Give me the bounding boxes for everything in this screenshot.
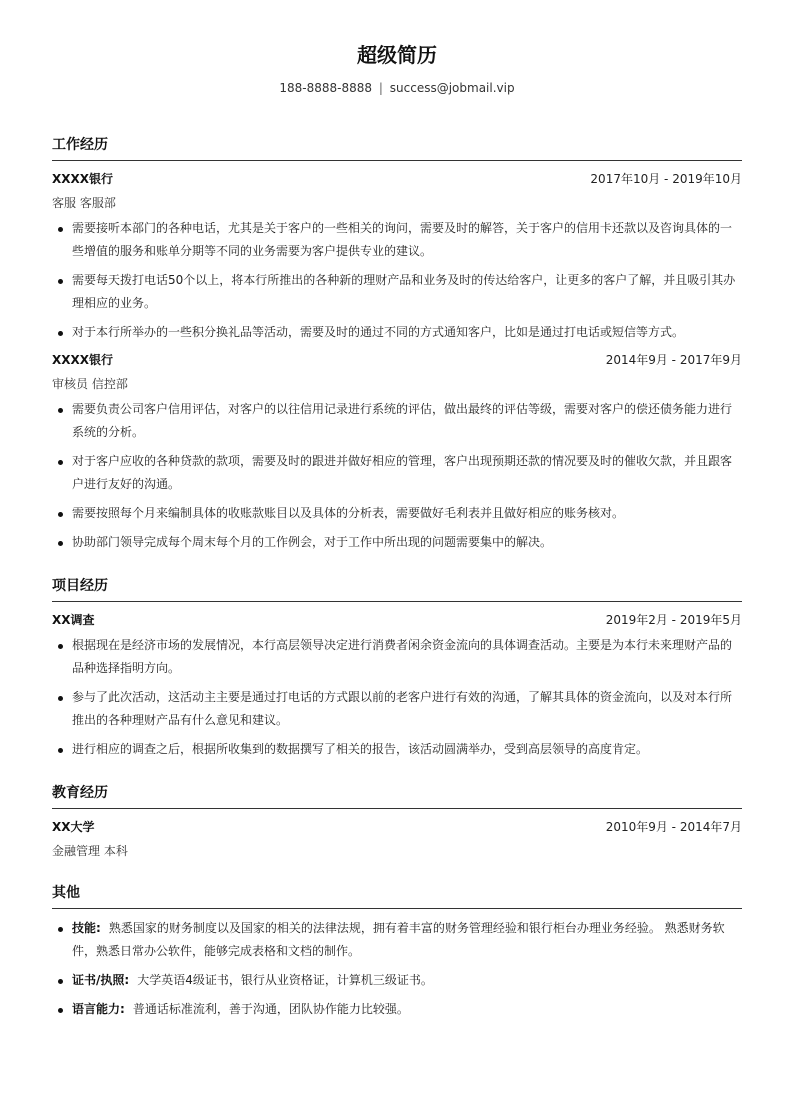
work-entry xyxy=(52,350,742,554)
duty-item: 需要每天拨打电话50个以上，将本行所推出的各种新的理财产品和业务及时的传达给客户，让更多的客户了解，并且吸引其办理相应的业务。 xyxy=(52,269,742,315)
languages-label: 语言能力: xyxy=(72,1002,125,1016)
project-experience-section xyxy=(52,576,742,761)
duty-list xyxy=(52,217,742,344)
work-experience-section xyxy=(52,135,742,554)
section-title-other: 其他 xyxy=(52,883,742,909)
entry-header xyxy=(52,817,742,837)
degree-info: 金融管理 本科 xyxy=(52,844,128,858)
languages-text: 普通话标准流利，善于沟通，团队协作能力比较强。 xyxy=(132,1002,409,1016)
resume-header xyxy=(52,0,742,97)
duty-item: 对于客户应收的各种贷款的款项，需要及时的跟进并做好相应的管理，客户出现预期还款的情况要及时的催收欠款，并且跟客户进行友好的沟通。 xyxy=(52,450,742,496)
job-role: 客服 客服部 xyxy=(52,196,116,210)
email-address: success@jobmail.vip xyxy=(389,81,515,95)
phone-number: 188-8888-8888 xyxy=(279,81,373,95)
other-section xyxy=(52,883,742,1021)
project-detail-list xyxy=(52,634,742,761)
school-name: XX大学 xyxy=(52,820,95,834)
languages-item xyxy=(52,998,742,1021)
education-section xyxy=(52,783,742,861)
certificates-item xyxy=(52,969,742,992)
skills-text: 熟悉国家的财务制度以及国家的相关的法律法规，拥有着丰富的财务管理经验和银行柜台办理业务经验。 熟悉财务软件，熟悉日常办公软件，能够完成表格和文档的制作。 xyxy=(72,921,725,958)
date-range: 2010年9月 - 2014年7月 xyxy=(605,820,742,834)
job-role: 审核员 信控部 xyxy=(52,377,128,391)
certificates-label: 证书/执照: xyxy=(72,973,130,987)
education-entry xyxy=(52,817,742,861)
date-range: 2014年9月 - 2017年9月 xyxy=(605,353,742,367)
employer-name: XXXX银行 xyxy=(52,172,114,186)
duty-list xyxy=(52,398,742,554)
project-detail-item: 参与了此次活动，这活动主主要是通过打电话的方式跟以前的老客户进行有效的沟通，了解其具体的资金流向，以及对本行所推出的各种理财产品有什么意见和建议。 xyxy=(52,686,742,732)
project-entry xyxy=(52,610,742,761)
work-entry xyxy=(52,169,742,344)
duty-item: 对于本行所举办的一些积分换礼品等活动，需要及时的通过不同的方式通知客户，比如是通过打电话或短信等方式。 xyxy=(52,321,742,344)
other-list xyxy=(52,917,742,1021)
certificates-text: 大学英语4级证书，银行从业资格证，计算机三级证书。 xyxy=(137,973,433,987)
date-range: 2019年2月 - 2019年5月 xyxy=(605,613,742,627)
contact-line xyxy=(52,79,742,97)
skills-item xyxy=(52,917,742,963)
skills-label: 技能: xyxy=(72,921,101,935)
entry-header xyxy=(52,610,742,630)
contact-separator: | xyxy=(378,81,383,95)
section-title-work: 工作经历 xyxy=(52,135,742,161)
section-title-projects: 项目经历 xyxy=(52,576,742,602)
duty-item: 需要按照每个月来编制具体的收账款账目以及具体的分析表，需要做好毛利表并且做好相应的账务核对。 xyxy=(52,502,742,525)
entry-header xyxy=(52,350,742,370)
entry-header xyxy=(52,169,742,189)
duty-item: 协助部门领导完成每个周末每个月的工作例会，对于工作中所出现的问题需要集中的解决。 xyxy=(52,531,742,554)
duty-item: 需要负责公司客户信用评估，对客户的以往信用记录进行系统的评估，做出最终的评估等级，需要对客户的偿还债务能力进行系统的分析。 xyxy=(52,398,742,444)
date-range: 2017年10月 - 2019年10月 xyxy=(590,172,742,186)
project-detail-item: 进行相应的调查之后，根据所收集到的数据撰写了相关的报告，该活动圆满举办，受到高层领导的高度肯定。 xyxy=(52,738,742,761)
candidate-name: 超级简历 xyxy=(357,43,437,67)
section-title-education: 教育经历 xyxy=(52,783,742,809)
duty-item: 需要接听本部门的各种电话，尤其是关于客户的一些相关的询问，需要及时的解答，关于客户的信用卡还款以及咨询具体的一些增值的服务和账单分期等不同的业务需要为客户提供专业的建议。 xyxy=(52,217,742,263)
employer-name: XXXX银行 xyxy=(52,353,114,367)
project-name: XX调查 xyxy=(52,613,95,627)
project-detail-item: 根据现在是经济市场的发展情况，本行高层领导决定进行消费者闲余资金流向的具体调查活动。主要是为本行未来理财产品的品种选择指明方向。 xyxy=(52,634,742,680)
